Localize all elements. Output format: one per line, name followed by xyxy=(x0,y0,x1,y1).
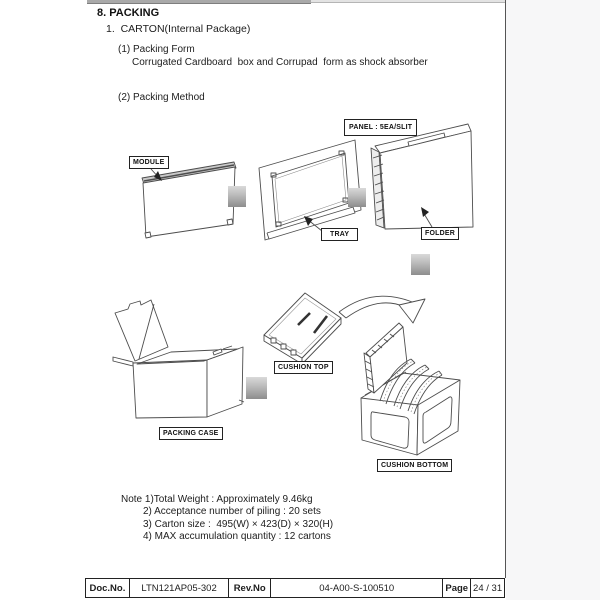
panel-slit-label: PANEL : 5EA/SLIT xyxy=(344,119,417,136)
tray-drawing xyxy=(259,140,361,240)
doc-no-label: Doc.No. xyxy=(89,582,126,594)
packing-form-title: (1) Packing Form xyxy=(118,44,195,55)
note-line-1: Note 1)Total Weight : Approximately 9.46kg xyxy=(121,494,313,505)
page-right-margin xyxy=(506,0,600,600)
packing-step-diagram-2 xyxy=(95,283,505,478)
cushion-bottom-drawing xyxy=(361,323,460,455)
top-header-bar-dark xyxy=(87,0,311,4)
cushion-top-label: CUSHION TOP xyxy=(274,361,333,374)
notes-block xyxy=(121,494,333,544)
footer-table xyxy=(85,578,505,598)
rev-no-label: Rev.No xyxy=(228,579,270,597)
note-line-3: 3) Carton size : 495(W) × 423(D) × 320(H) xyxy=(143,518,334,530)
cushion-bottom-label: CUSHION BOTTOM xyxy=(377,459,452,472)
packing-method-title: (2) Packing Method xyxy=(118,92,205,103)
rev-no-value: 04-A00-S-100510 xyxy=(270,579,442,597)
packing-case-label: PACKING CASE xyxy=(159,427,223,440)
page-right-border xyxy=(505,0,506,578)
tray-label: TRAY xyxy=(321,228,358,241)
packing-form-body: Corrugated Cardboard box and Corrupad form as shock absorber xyxy=(132,57,428,68)
packing-case-drawing xyxy=(113,300,244,418)
section-heading: 8. PACKING xyxy=(97,7,160,19)
module-label: MODULE xyxy=(129,156,169,169)
step-transition-1 xyxy=(228,186,246,207)
step-transition-2 xyxy=(348,188,366,207)
folder-drawing xyxy=(371,124,473,229)
folder-label: FOLDER xyxy=(421,227,459,240)
page-value: 24 / 31 xyxy=(470,579,504,597)
cushion-top-drawing xyxy=(264,293,341,364)
subsection-heading: 1. CARTON(Internal Package) xyxy=(106,23,251,35)
top-header-bar-light xyxy=(311,0,505,3)
step-transition-3 xyxy=(411,254,430,275)
note-line-4: 4) MAX accumulation quantity : 12 cartons xyxy=(143,531,331,543)
module-drawing xyxy=(142,162,236,238)
flip-arrow-drawing xyxy=(339,296,425,323)
note-line-2: 2) Acceptance number of piling : 20 sets xyxy=(143,506,321,518)
doc-no-value: LTN121AP05-302 xyxy=(129,579,229,597)
step-transition-4 xyxy=(246,377,267,399)
page-label: Page xyxy=(442,579,470,597)
